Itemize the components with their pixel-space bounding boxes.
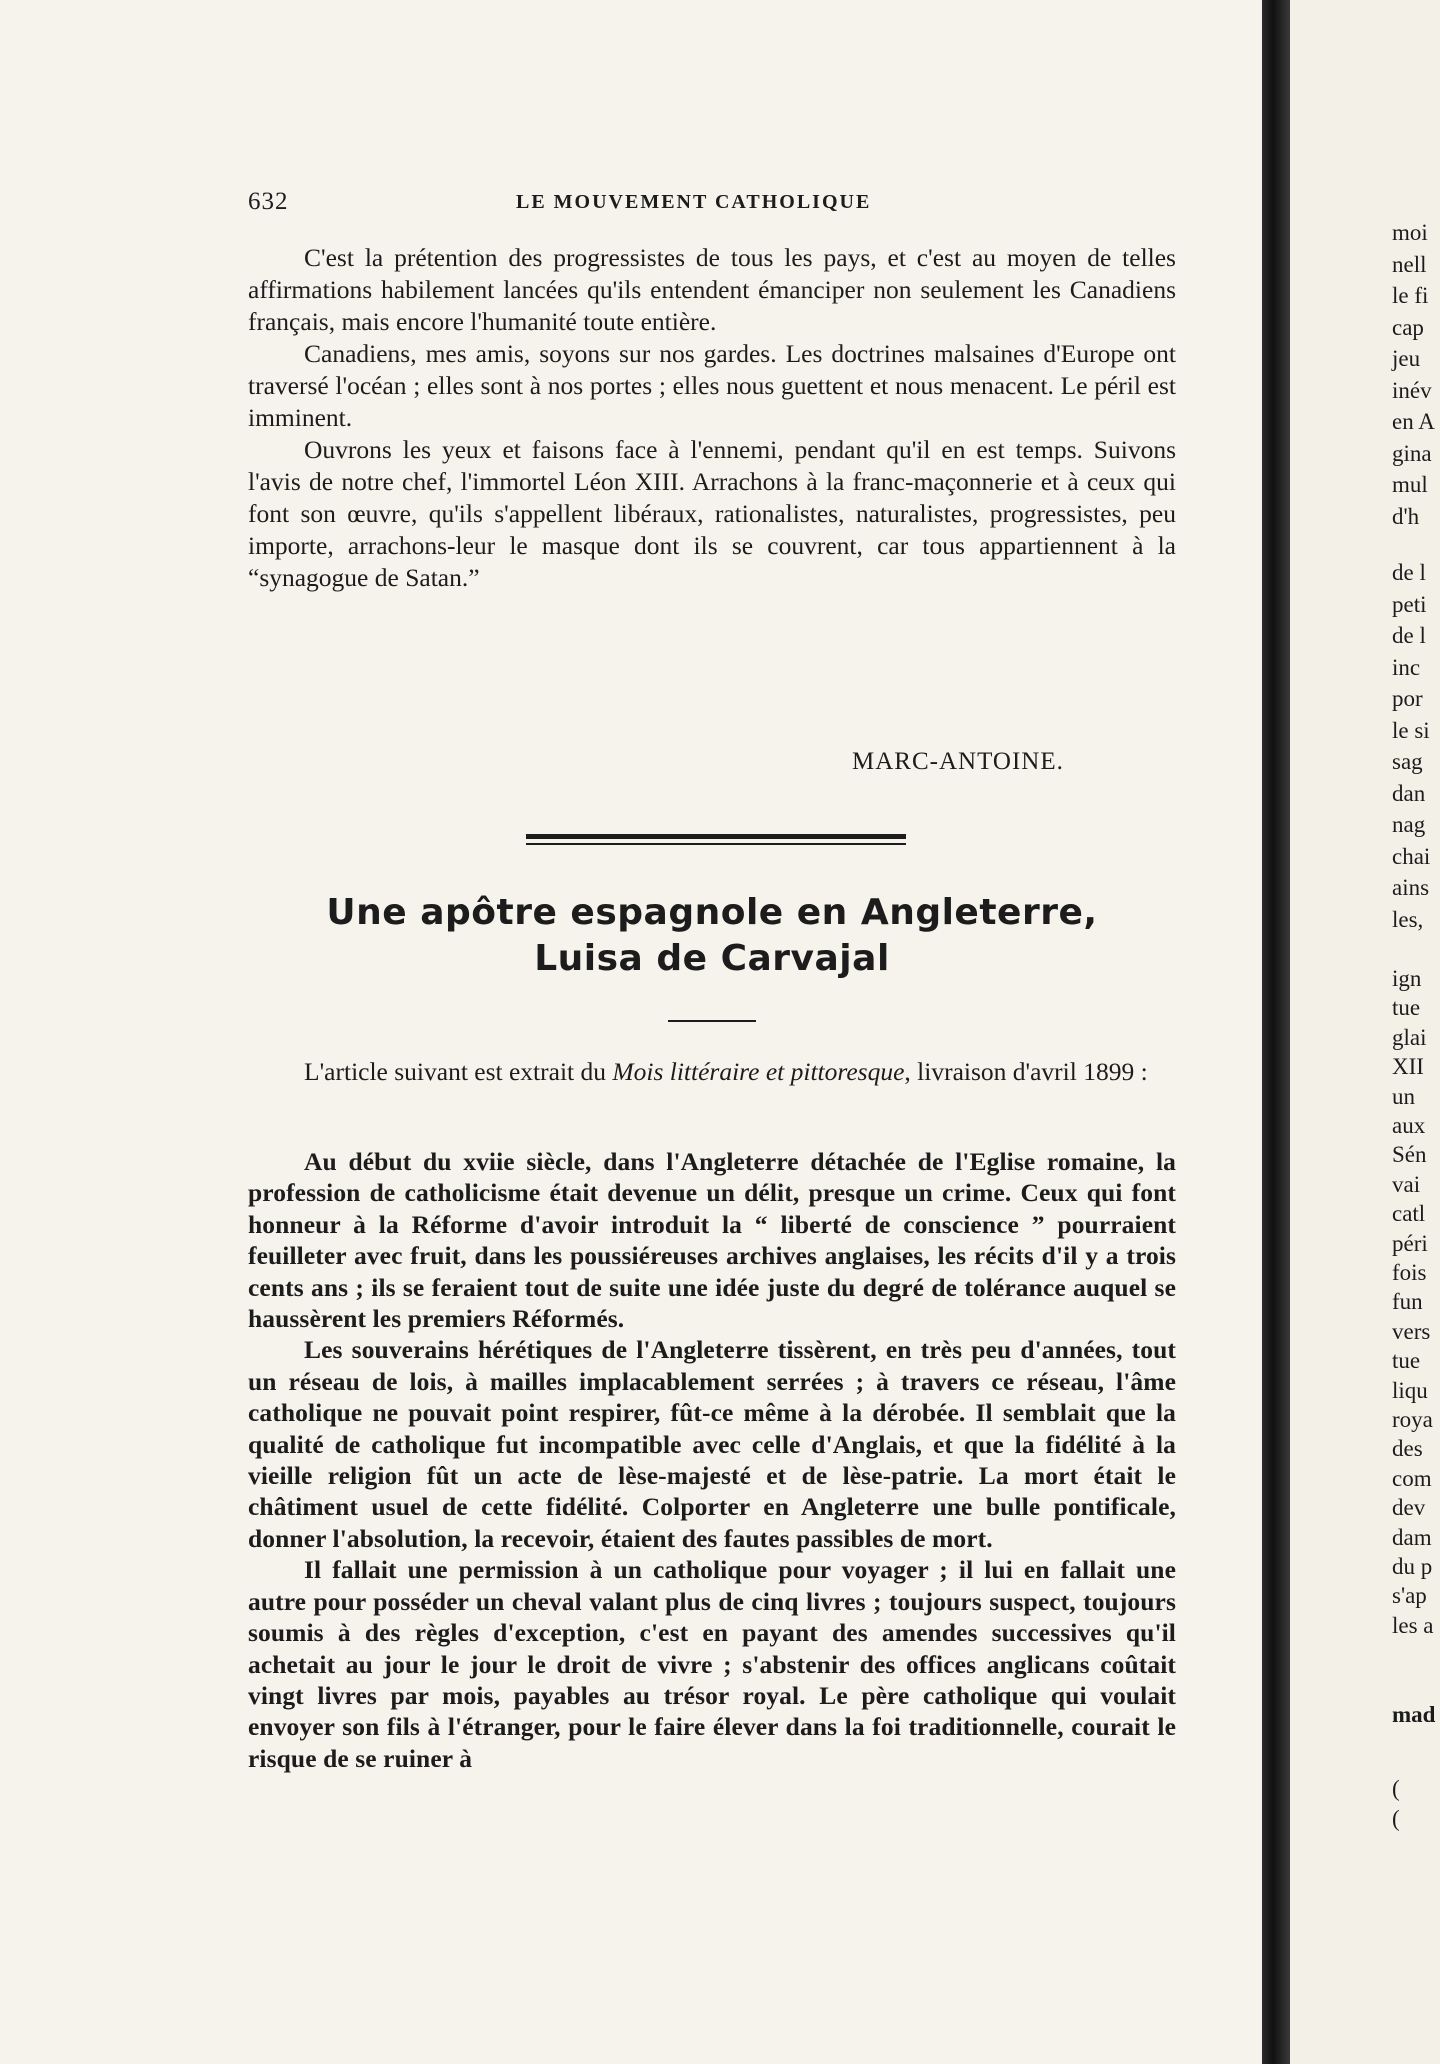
facing-page-fragment: XII bbox=[1392, 1054, 1424, 1080]
note-suffix: , livraison d'avril 1899 : bbox=[904, 1057, 1148, 1086]
facing-page-fragment: vers bbox=[1392, 1318, 1431, 1344]
facing-page-fragment: gina bbox=[1392, 440, 1432, 466]
intro-section bbox=[248, 242, 1176, 594]
facing-page-fragment: les a bbox=[1392, 1612, 1434, 1638]
facing-page-fragment: ign bbox=[1392, 966, 1422, 991]
facing-page-fragment: dam bbox=[1392, 1524, 1432, 1550]
editor-note bbox=[248, 1056, 1176, 1088]
facing-page-fragment: dev bbox=[1392, 1495, 1426, 1521]
facing-page-fragment: péri bbox=[1392, 1230, 1428, 1256]
facing-page-fragment: roya bbox=[1392, 1407, 1433, 1432]
page-number: 632 bbox=[248, 188, 289, 215]
intro-paragraph: Canadiens, mes amis, soyons sur nos gardes. Les doctrines malsaines d'Europe ont traversé l'océan ; elles sont à nos portes ; elles nous guettent et nous menacent. Le péril est imminent. bbox=[248, 339, 1176, 432]
facing-page-fragment: de l bbox=[1392, 560, 1426, 585]
title-underline bbox=[668, 1020, 756, 1022]
facing-page-fragment: inc bbox=[1392, 654, 1421, 680]
facing-page-fragment: ( bbox=[1392, 1776, 1400, 1801]
facing-page-fragment: aux bbox=[1392, 1113, 1426, 1138]
facing-page-fragment: le fi bbox=[1392, 283, 1429, 308]
facing-page-fragment: jeu bbox=[1392, 346, 1421, 371]
intro-paragraph: Ouvrons les yeux et faisons face à l'ennemi, pendant qu'il en est temps. Suivons l'avis de notre chef, l'immortel Léon XIII. Arrachons à la franc-maçonnerie et à ceux qui font son œuvre, qu'ils s'appellent libéraux, rationalistes, naturalistes, progressistes, peu importe, arrachons-leur le masque dont ils se couvrent, car tous appartiennent à la “synagogue de Satan.” bbox=[248, 435, 1176, 592]
publication-name: Mois littéraire et pittoresque bbox=[612, 1057, 905, 1086]
running-title: LE MOUVEMENT CATHOLIQUE bbox=[516, 191, 872, 213]
facing-page-fragment: fun bbox=[1392, 1289, 1423, 1315]
facing-page-fragment: tue bbox=[1392, 1348, 1421, 1374]
article-title-line2: Luisa de Carvajal bbox=[534, 938, 890, 979]
facing-page-fragment: tue bbox=[1392, 995, 1421, 1021]
author-signature: MARC-ANTOINE. bbox=[852, 748, 1064, 775]
facing-page-fragment: s'ap bbox=[1392, 1583, 1427, 1609]
page-gutter bbox=[1262, 0, 1290, 2064]
body-paragraph: Au début du xviie siècle, dans l'Angleterre détachée de l'Eglise romaine, la profession de catholicisme était devenue un délit, presque un crime. Ceux qui font honneur à la Réforme d'avoir introduit la “ liberté de conscience ” pourraient feuilleter avec fruit, dans les poussiéreuses archives anglaises, les récits d'il y a trois cents ans ; ils se feraient tout de suite une idée juste du degré de tolérance auquel se haussèrent les premiers Réformés. bbox=[248, 1147, 1176, 1334]
facing-page-fragment: peti bbox=[1392, 591, 1427, 617]
facing-page-fragment: les, bbox=[1392, 906, 1424, 932]
facing-page-fragment: moi bbox=[1392, 220, 1428, 245]
facing-page-fragment: ( bbox=[1392, 1806, 1400, 1831]
body-paragraph: Il fallait une permission à un catholique pour voyager ; il lui en fallait une autre pour posséder un cheval valant plus de cinq livres ; toujours suspect, toujours soumis à des règles d'exception, c'est en payant des amendes successives qu'il achetait au jour le jour le droit de vivre ; s'abstenir des offices anglicans coûtait vingt livres par mois, payables au trésor royal. Le père catholique qui voulait envoyer son fils à l'étranger, pour le faire élever dans la foi traditionnelle, courait le risque de se ruiner à bbox=[248, 1555, 1176, 1773]
note-prefix: L'article suivant est extrait du bbox=[304, 1057, 613, 1086]
article-body bbox=[248, 1146, 1176, 1774]
facing-page-fragment: glai bbox=[1392, 1024, 1427, 1050]
facing-page-fragment: du p bbox=[1392, 1554, 1433, 1579]
facing-page-fragment: por bbox=[1392, 686, 1423, 711]
facing-page-fragment: nag bbox=[1392, 812, 1426, 837]
facing-page-fragment: ains bbox=[1392, 875, 1430, 900]
section-divider-thin bbox=[526, 843, 906, 845]
facing-page-fragment: de l bbox=[1392, 623, 1426, 648]
facing-page-fragment: fois bbox=[1392, 1260, 1427, 1285]
facing-page-fragment: com bbox=[1392, 1465, 1432, 1491]
article-title-line1: Une apôtre espagnole en Angleterre, bbox=[326, 892, 1098, 933]
facing-page-fragment: mad bbox=[1392, 1702, 1436, 1727]
facing-page-fragment: Sén bbox=[1392, 1142, 1427, 1168]
page-header bbox=[248, 188, 1168, 222]
facing-page-fragment: chai bbox=[1392, 843, 1431, 869]
facing-page-fragment: le si bbox=[1392, 717, 1430, 743]
facing-page-fragment: vai bbox=[1392, 1171, 1421, 1197]
facing-page-fragment: des bbox=[1392, 1436, 1423, 1462]
facing-page-fragment: un bbox=[1392, 1083, 1415, 1109]
section-divider-thick bbox=[526, 834, 906, 839]
facing-page-fragment: mul bbox=[1392, 472, 1428, 497]
facing-page-fragment: d'h bbox=[1392, 503, 1420, 529]
facing-page-fragment: en A bbox=[1392, 409, 1435, 434]
body-paragraph: Les souverains hérétiques de l'Angleterre tissèrent, en très peu d'années, tout un réseau de lois, à mailles implacablement serrées ; à travers ce réseau, l'âme catholique ne pouvait point respirer, fût-ce même à la dérobée. Il semblait que la qualité de catholique fut incompatible avec celle d'Anglais, et que la fidélité à la vieille religion fût un acte de lèse-majesté et de lèse-patrie. La mort était le châtiment usuel de cette fidélité. Colporter en Angleterre une bulle pontificale, donner l'absolution, la recevoir, étaient des fautes passibles de mort. bbox=[248, 1335, 1176, 1553]
article-title bbox=[248, 890, 1176, 982]
intro-paragraph: C'est la prétention des progressistes de tous les pays, et c'est au moyen de telles affirmations habilement lancées qu'ils entendent émanciper non seulement les Canadiens français, mais encore l'humanité toute entière. bbox=[248, 243, 1176, 336]
facing-page-fragment: inév bbox=[1392, 377, 1432, 403]
facing-page-fragment: sag bbox=[1392, 749, 1423, 774]
facing-page-fragment: cap bbox=[1392, 314, 1424, 340]
facing-page-fragment: dan bbox=[1392, 780, 1426, 806]
facing-page-fragment: liqu bbox=[1392, 1377, 1428, 1403]
facing-page-fragment: catl bbox=[1392, 1201, 1426, 1227]
facing-page-fragment: nell bbox=[1392, 251, 1427, 277]
